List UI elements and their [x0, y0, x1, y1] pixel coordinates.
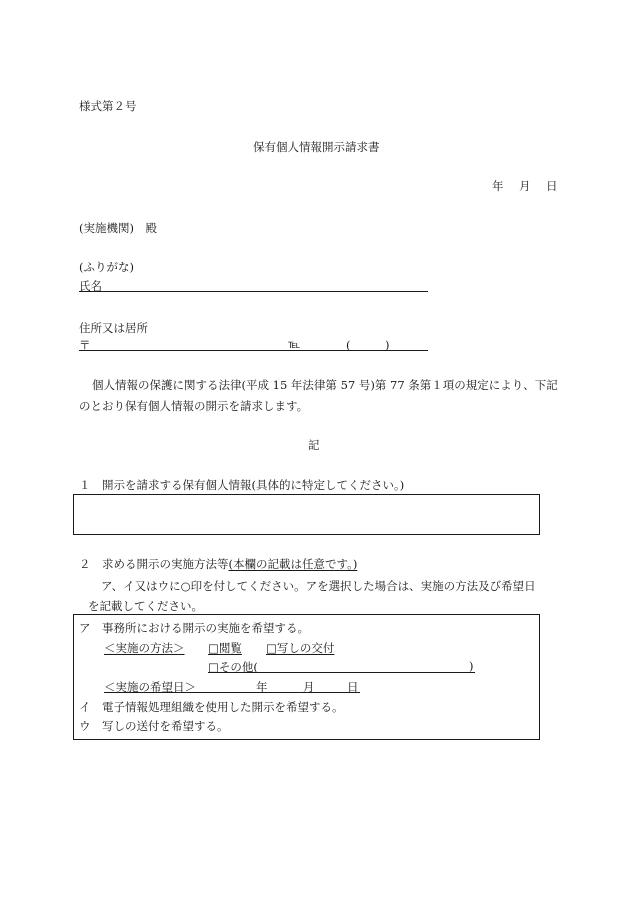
furigana-label: (ふりがな) [79, 260, 134, 274]
tel-parens[interactable]: ( ) [346, 338, 390, 352]
date-wish-field[interactable] [104, 678, 360, 693]
section2-heading-prefix: ２ 求める開示の実施方法等 [79, 557, 229, 571]
ki-heading: 記 [308, 438, 320, 452]
name-label: 氏名 [79, 279, 102, 293]
date-wish-month: 月 [303, 680, 315, 694]
section2-instruction-line1: ア、イ又はウに○印を付してください。アを選択した場合は、実施の方法及び希望日 [101, 579, 536, 593]
tel-label: ℡ [288, 337, 301, 351]
page-title: 保有個人情報開示請求書 [253, 140, 380, 154]
body-text-line1: 個人情報の保護に関する法律(平成 15 年法律第 57 号)第 77 条第１項の規定により、下記 [92, 378, 558, 392]
date-wish-day: 日 [347, 680, 359, 694]
postal-mark: 〒 [79, 338, 91, 352]
section2-heading [79, 556, 357, 572]
method-other-field[interactable] [208, 658, 475, 673]
section1-input-box[interactable] [73, 494, 540, 535]
section2-heading-note: (本欄の記載は任意です。) [228, 557, 358, 571]
option-i[interactable]: イ 電子情報処理組織を使用した開示を希望する。 [79, 700, 344, 714]
form-number: 様式第２号 [79, 99, 137, 113]
address-label: 住所又は居所 [79, 321, 148, 335]
date-wish-year: 年 [256, 680, 268, 694]
addressee: (実施機関) 殿 [79, 221, 157, 235]
section1-heading: １ 開示を請求する保有個人情報(具体的に特定してください。) [79, 478, 405, 492]
option-a[interactable]: ア 事務所における開示の実施を希望する。 [79, 621, 309, 635]
method-label: ＜実施の方法＞ [104, 641, 185, 655]
method-copy-checkbox[interactable]: □写しの交付 [266, 641, 335, 655]
date-field[interactable]: 年 月 日 [492, 179, 560, 193]
body-text-line2: のとおり保有個人情報の開示を請求します。 [79, 399, 309, 413]
method-other-close: ) [469, 659, 474, 673]
section2-instruction-line2: を記載してください。 [88, 599, 203, 613]
name-field[interactable] [79, 276, 428, 292]
date-wish-label: ＜実施の希望日＞ [104, 680, 196, 694]
option-u[interactable]: ウ 写しの送付を希望する。 [79, 719, 229, 733]
method-other-checkbox[interactable]: □その他( [208, 660, 258, 674]
method-view-checkbox[interactable]: □閲覧 [208, 641, 242, 655]
